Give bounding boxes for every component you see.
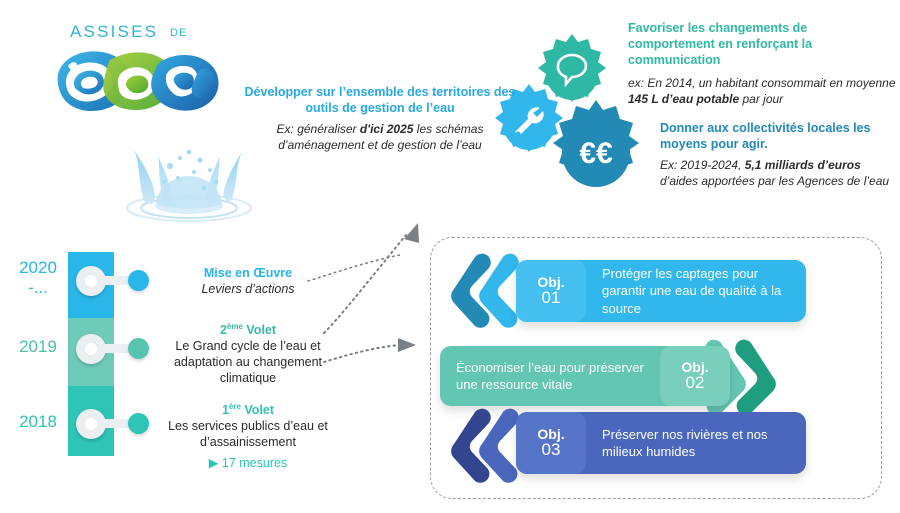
speech-bubble-gear-icon (538, 34, 606, 102)
timeline-title-2018: 1ère Volet (221, 402, 275, 418)
objective-text-03: Préserver nos rivières et nos milieux humides (602, 426, 768, 459)
body-developper: Ex: généraliser d'ici 2025 les schémas d’aménagement et de gestion de l’eau (276, 122, 484, 152)
timeline-dot-2019 (128, 338, 149, 359)
timeline-dot-2018 (128, 413, 149, 434)
heading-developper: Développer sur l’ensemble des territoires des outils de gestion de l’eau (244, 85, 516, 115)
assises-de-leau-logo (48, 22, 228, 117)
objective-badge-label-01: Obj. (537, 273, 565, 290)
text-block-donner (660, 120, 896, 190)
timeline-label-2018 (148, 402, 348, 450)
objective-badge-03 (516, 412, 586, 474)
timeline-desc-2018: Les services publics d’eau et d’assainissement (168, 419, 328, 450)
timeline-dot-2020 (128, 270, 149, 291)
heading-favoriser: Favoriser les changements de comportement en renforçant la communication (628, 21, 813, 67)
logo-word-assises: ASSISES (70, 22, 159, 41)
logo-word-de: DE (170, 27, 188, 39)
eau-swirl-icon (48, 40, 228, 120)
objective-pill-03[interactable] (516, 412, 806, 474)
timeline-label-2019 (148, 322, 348, 386)
timeline-desc-2020: Leviers d’actions (201, 282, 295, 296)
timeline-year-2019: 2019 (19, 337, 57, 356)
timeline-title-2020: Mise en Œuvre (203, 266, 293, 280)
objective-badge-label-03: Obj. (537, 425, 565, 442)
euro-symbol-text: €€ (579, 137, 613, 170)
objective-pill-01[interactable] (516, 260, 806, 322)
objective-text-02: Économiser l’eau pour préserver une ressource vitale (456, 359, 644, 392)
objective-badge-number-01: 01 (541, 288, 561, 308)
objective-badge-01 (516, 260, 586, 322)
objective-badge-number-02: 02 (685, 373, 705, 393)
body-donner: Ex: 2019-2024, 5,1 milliards d’euros d’aides apportées par les Agences de l’eau (660, 158, 890, 188)
euro-gear-icon (553, 100, 639, 187)
timeline-year-2020: 2020 -... (19, 258, 57, 297)
objective-badge-02 (660, 346, 730, 406)
objective-badge-label-02: Obj. (681, 358, 709, 375)
objective-row-03 (446, 404, 806, 486)
timeline-measures-link[interactable]: ▶ 17 mesures (208, 456, 288, 470)
timeline-label-2020 (148, 266, 348, 297)
objective-row-01 (446, 250, 806, 330)
objective-pill-02[interactable] (440, 346, 730, 406)
timeline-year-2018: 2018 (19, 412, 57, 431)
heading-donner: Donner aux collectivités locales les moyens pour agir. (660, 121, 871, 151)
timeline-title-2019: 2ème Volet (219, 322, 277, 338)
text-block-favoriser (628, 20, 896, 108)
objective-badge-number-03: 03 (541, 440, 561, 460)
timeline-desc-2019: Le Grand cycle de l’eau et adaptation au changement climatique (173, 339, 323, 386)
text-block-developper (240, 84, 520, 154)
body-favoriser: ex: En 2014, un habitant consommait en moyenne 145 L d’eau potable par jour (628, 76, 896, 106)
objective-text-01: Protéger les captages pour garantir une eau de qualité à la source (602, 266, 782, 316)
